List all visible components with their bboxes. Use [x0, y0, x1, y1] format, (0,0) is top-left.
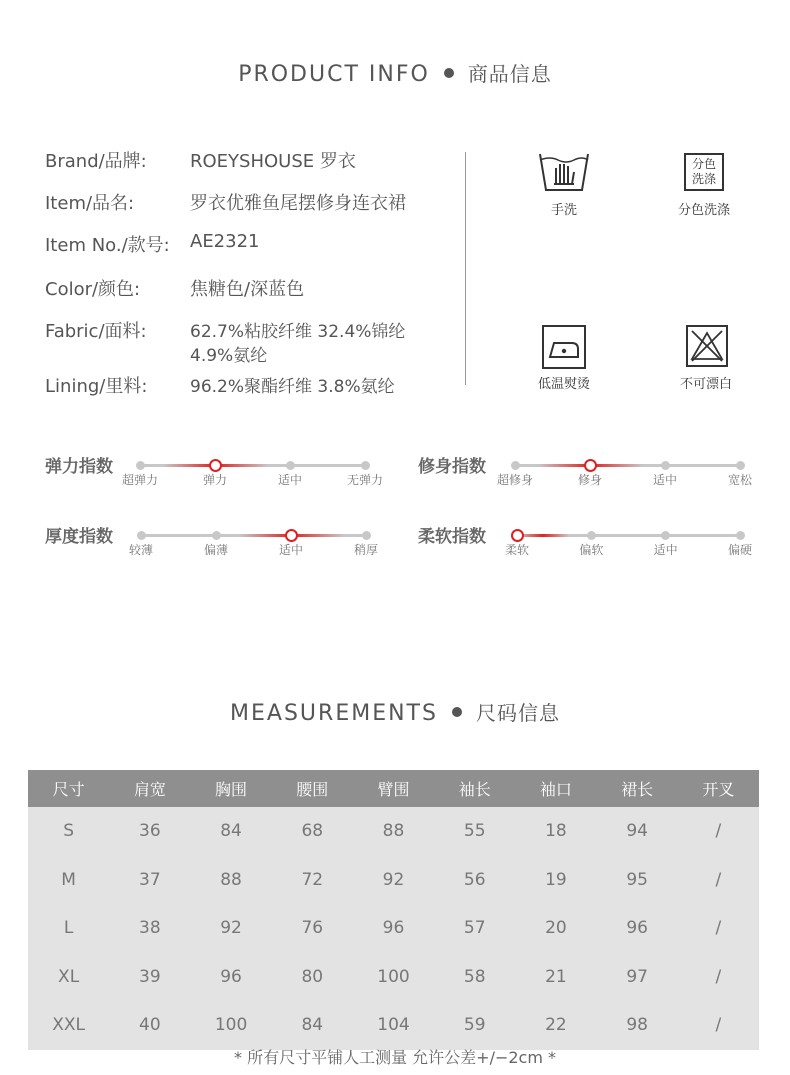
measurements-title-cn: 尺码信息 [475, 701, 560, 725]
index-highlight [517, 534, 569, 537]
table-cell: 20 [515, 904, 596, 953]
size-table-header-cell: 尺寸 [28, 770, 109, 807]
index-option-label: 超弹力 [121, 473, 158, 487]
size-table-header-cell: 臂围 [353, 770, 434, 807]
title-dot [452, 707, 462, 717]
no-bleach-icon [686, 325, 728, 367]
no-bleach-label: 不可漂白 [679, 377, 732, 392]
index-tick [361, 461, 370, 470]
table-cell: 98 [597, 1001, 678, 1050]
hand-wash-icon [536, 150, 592, 194]
table-cell: 76 [272, 904, 353, 953]
table-row [28, 807, 759, 856]
table-cell: / [678, 807, 759, 856]
table-cell: 96 [353, 904, 434, 953]
table-cell: 84 [190, 807, 271, 856]
item-value: 罗衣优雅鱼尾摆修身连衣裙 [190, 193, 406, 214]
index-tick [587, 531, 596, 540]
table-cell: XXL [28, 1001, 109, 1050]
index-option-label: 柔软 [504, 543, 529, 557]
size-table-header-cell: 胸围 [190, 770, 271, 807]
size-table-header-cell: 开叉 [678, 770, 759, 807]
index-option-label: 超修身 [496, 473, 533, 487]
table-cell: 94 [597, 807, 678, 856]
index-tick [137, 531, 146, 540]
index-tick [362, 531, 371, 540]
item-no-value: AE2321 [190, 231, 260, 252]
table-cell: 57 [434, 904, 515, 953]
index-tick [136, 461, 145, 470]
size-table-header-cell: 袖长 [434, 770, 515, 807]
index-option-label: 适中 [277, 473, 302, 487]
separate-wash-icon-text-1: 分色 [691, 157, 716, 171]
index-option-label: 修身 [577, 473, 602, 487]
table-cell: / [678, 953, 759, 1002]
table-row [28, 1001, 759, 1050]
index-option-label: 弹力 [202, 473, 227, 487]
table-cell: / [678, 1001, 759, 1050]
table-cell: 38 [109, 904, 190, 953]
index-title: 修身指数 [418, 457, 486, 477]
table-cell: 39 [109, 953, 190, 1002]
table-cell: 104 [353, 1001, 434, 1050]
index-tick [661, 461, 670, 470]
table-cell: M [28, 856, 109, 905]
table-cell: 37 [109, 856, 190, 905]
table-row [28, 856, 759, 905]
table-cell: 55 [434, 807, 515, 856]
table-cell: 95 [597, 856, 678, 905]
separate-wash-label: 分色洗涤 [677, 203, 730, 218]
color-label: Color/颜色: [45, 279, 141, 300]
table-cell: 19 [515, 856, 596, 905]
table-cell: 36 [109, 807, 190, 856]
table-cell: 68 [272, 807, 353, 856]
title-dot [444, 68, 454, 78]
index-track [140, 464, 365, 467]
index-option-label: 适中 [278, 543, 303, 557]
index-title: 柔软指数 [418, 527, 486, 547]
fabric-label: Fabric/面料: [45, 321, 147, 342]
index-track [141, 534, 366, 537]
table-cell: 56 [434, 856, 515, 905]
table-cell: 58 [434, 953, 515, 1002]
index-option-label: 偏硬 [727, 543, 752, 557]
separate-wash-icon [684, 153, 724, 191]
table-cell: / [678, 856, 759, 905]
index-tick [511, 461, 520, 470]
table-cell: 96 [190, 953, 271, 1002]
table-cell: 88 [353, 807, 434, 856]
item-label: Item/品名: [45, 193, 135, 214]
brand-label: Brand/品牌: [45, 151, 147, 172]
measurements-title-en: MEASUREMENTS [230, 701, 438, 726]
product-info-title [0, 58, 790, 87]
table-cell: 22 [515, 1001, 596, 1050]
index-tick [286, 461, 295, 470]
table-row [28, 904, 759, 953]
table-cell: 96 [597, 904, 678, 953]
index-tick [661, 531, 670, 540]
product-info-title-en: PRODUCT INFO [238, 62, 430, 87]
index-tick [212, 531, 221, 540]
fabric-value: 62.7%粘胶纤维 32.4%锦纶 [190, 322, 406, 342]
info-divider [465, 152, 466, 385]
low-iron-icon [542, 325, 586, 369]
index-option-label: 偏软 [579, 543, 604, 557]
index-option-label: 宽松 [727, 473, 752, 487]
measurements-title [0, 697, 790, 726]
table-cell: 84 [272, 1001, 353, 1050]
table-cell: 59 [434, 1001, 515, 1050]
index-tick [736, 531, 745, 540]
size-table-header [28, 770, 759, 807]
index-option-label: 偏薄 [203, 543, 228, 557]
lining-value: 96.2%聚酯纤维 3.8%氨纶 [190, 377, 395, 397]
index-option-label: 适中 [652, 473, 677, 487]
table-cell: 92 [353, 856, 434, 905]
table-cell: 21 [515, 953, 596, 1002]
table-cell: 72 [272, 856, 353, 905]
index-track [517, 534, 740, 537]
brand-value: ROEYSHOUSE 罗衣 [190, 151, 356, 172]
index-title: 厚度指数 [45, 527, 113, 547]
table-cell: 40 [109, 1001, 190, 1050]
size-table-header-cell: 肩宽 [109, 770, 190, 807]
size-table-header-cell: 袖口 [515, 770, 596, 807]
table-cell: / [678, 904, 759, 953]
index-option-label: 稍厚 [353, 543, 378, 557]
table-row [28, 953, 759, 1002]
table-cell: 18 [515, 807, 596, 856]
table-cell: L [28, 904, 109, 953]
index-title: 弹力指数 [45, 457, 113, 477]
fabric-value-line2: 4.9%氨纶 [190, 346, 268, 366]
size-table [28, 770, 759, 1050]
lining-label: Lining/里料: [45, 376, 148, 397]
index-option-label: 较薄 [128, 543, 153, 557]
table-cell: 97 [597, 953, 678, 1002]
table-cell: 92 [190, 904, 271, 953]
measurement-footnote: * 所有尺寸平铺人工测量 允许公差+/−2cm * [233, 1048, 557, 1067]
index-option-label: 无弹力 [346, 473, 383, 487]
table-cell: 100 [190, 1001, 271, 1050]
index-track [515, 464, 740, 467]
table-cell: S [28, 807, 109, 856]
low-iron-label: 低温熨烫 [537, 377, 590, 392]
separate-wash-icon-text-2: 洗涤 [691, 172, 716, 186]
table-cell: XL [28, 953, 109, 1002]
size-table-header-cell: 裙长 [597, 770, 678, 807]
table-cell: 100 [353, 953, 434, 1002]
index-option-label: 适中 [653, 543, 678, 557]
table-cell: 80 [272, 953, 353, 1002]
table-cell: 88 [190, 856, 271, 905]
size-table-header-cell: 腰围 [272, 770, 353, 807]
color-value: 焦糖色/深蓝色 [190, 279, 305, 300]
product-info-title-cn: 商品信息 [467, 62, 552, 86]
hand-wash-label: 手洗 [550, 203, 577, 218]
item-no-label: Item No./款号: [45, 235, 170, 256]
index-tick [736, 461, 745, 470]
